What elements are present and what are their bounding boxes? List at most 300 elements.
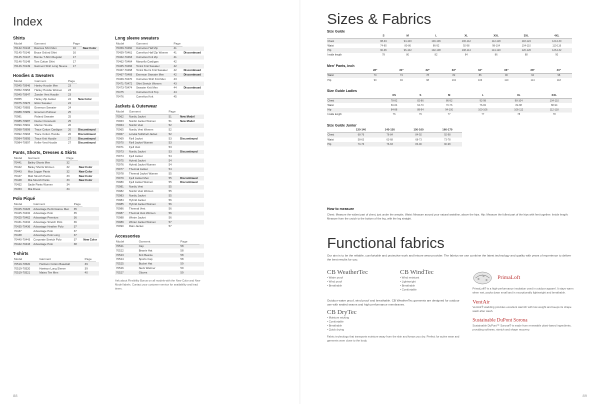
table-cell: 70967	[115, 132, 128, 136]
column-header: Model	[13, 79, 34, 83]
size-guide-title: Size Guide Ladies	[327, 89, 357, 94]
section-heading: Pants, Shorts, Dresses & Skirts	[13, 149, 77, 155]
table-cell: 58	[179, 244, 199, 249]
size-cell: 88	[524, 53, 528, 57]
table-cell: 70982-70983	[14, 106, 31, 110]
table-cell: 70146-70148	[14, 60, 31, 64]
size-cell: Hip	[327, 108, 381, 113]
table-cell: Winter Jacket	[129, 216, 146, 220]
size-cell: 84-88	[381, 108, 407, 113]
section-heading: Shirts	[13, 35, 26, 41]
table-cell: 59	[179, 271, 199, 275]
table-cell: Thermal Jacket Women	[129, 172, 158, 176]
measure-title: How to measure	[327, 207, 355, 211]
table-cell: 70438	[13, 234, 32, 238]
size-cell: 90	[493, 73, 519, 78]
size-cell: 110-116	[552, 44, 562, 48]
size-cell: 80-86	[404, 44, 411, 48]
table-cell: Matt Stretch Pants	[27, 174, 51, 178]
table-cell: Knit Beanie	[138, 253, 180, 257]
size-cell: Chest	[327, 39, 372, 44]
size-cell: 98-104	[492, 44, 501, 48]
column-header: Page	[67, 79, 77, 83]
size-cell: 78	[552, 113, 556, 117]
table-cell: 58	[180, 249, 184, 253]
size-cell: 114	[530, 78, 535, 82]
column-header: Page	[173, 42, 181, 46]
table-row	[13, 271, 99, 275]
status-label: New Color	[78, 178, 99, 182]
table-cell: Nordic Vest Women	[129, 190, 154, 194]
size-header: 130-140	[347, 127, 376, 132]
size-cell: 106-112	[451, 39, 481, 44]
section-heading: Polo Piqué	[13, 196, 35, 202]
status-label	[82, 242, 99, 246]
size-cell: 68-73	[415, 138, 422, 142]
table-cell: Emerson Sweater	[34, 106, 57, 110]
sorona-logo: Sustainable DuPont Sorona	[472, 317, 528, 323]
table-cell: Fjell Jacket Women	[128, 141, 168, 145]
table-cell: 34	[66, 183, 70, 187]
size-cell: 78	[382, 53, 385, 57]
weathertec-text: Outdoor water proof, wind proof and breathable. CB WeatherTec garments are designed for outdoor use with sealed seams and high performance membranes.	[327, 299, 460, 307]
size-guide-title: Men' Pants, inch	[327, 64, 355, 68]
table-cell: Thermal Jacket	[128, 167, 168, 171]
table-cell: Corporate Stretch Polo	[33, 238, 62, 242]
table-cell: 52	[168, 132, 180, 136]
size-cell: 114-120	[481, 48, 511, 53]
status-label: Discontinued	[77, 128, 99, 132]
table-cell: 70976	[116, 163, 124, 167]
index-table	[13, 156, 99, 191]
status-label	[82, 64, 99, 68]
page-number: 89	[582, 393, 587, 398]
table-cell: 44	[173, 86, 177, 90]
table-cell: Hybrid Jacket	[129, 198, 146, 202]
size-table	[327, 68, 572, 83]
table-cell: Fjell Jacket Women	[129, 181, 153, 185]
size-cell: 112-118	[536, 108, 572, 113]
weathertec-logo: CB WeatherTec	[327, 268, 368, 276]
table-cell: 56	[168, 198, 172, 202]
table-cell: 24	[67, 102, 77, 106]
status-label	[183, 95, 204, 99]
table-cell: Rain Jacket	[129, 225, 144, 229]
table-cell: 51	[168, 114, 180, 119]
table-cell: 70525	[115, 262, 138, 266]
size-row	[327, 53, 572, 58]
table-cell: 70462-70463	[115, 55, 135, 59]
table-cell: Nordic Jacket	[128, 150, 168, 154]
windtec-block	[400, 270, 465, 292]
table-row	[115, 95, 204, 99]
size-header: 4XL	[542, 34, 572, 39]
column-header: Page	[179, 240, 199, 244]
size-row	[327, 142, 462, 147]
page-title: Index	[13, 15, 43, 29]
size-cell: 76	[418, 113, 422, 117]
table-cell: 42	[173, 73, 183, 77]
table-cell: Fjell Jacket	[129, 154, 143, 158]
size-header: M	[434, 93, 465, 98]
size-cell: 126-132	[542, 48, 572, 53]
table-cell: 70425-70462	[13, 216, 32, 220]
table-cell: 41	[173, 46, 183, 51]
table-cell: 70971	[116, 146, 124, 150]
column-header: Model	[13, 42, 33, 46]
index-footnote: Ask about Flexibility Bonus on all models with the New Color and New Model labels. Contact your customer service for availability and lead times.	[115, 279, 201, 291]
size-cell: 70-76	[347, 142, 376, 147]
table-cell: Neck Warmer	[138, 266, 156, 270]
size-cell: 84	[464, 53, 468, 57]
size-cell: 92-98	[433, 133, 462, 138]
table-cell: 27	[67, 137, 77, 141]
table-cell: Dexter Crewneck	[34, 119, 67, 123]
table-cell: 33	[66, 174, 70, 178]
table-cell: 70964	[115, 123, 128, 127]
table-cell: Trace Knit Hoodie	[34, 137, 67, 141]
table-cell: 24	[67, 97, 72, 101]
column-header: Garment	[32, 203, 72, 207]
table-cell: 55	[168, 190, 172, 194]
table-cell: Fjell Jacket Men	[128, 176, 168, 180]
table-cell: 70441	[13, 161, 27, 166]
table-cell: 70522	[116, 249, 124, 253]
size-cell: 82-86	[407, 98, 433, 103]
size-header: S	[372, 34, 394, 39]
size-cell: 98	[546, 73, 572, 78]
table-cell: 58	[179, 253, 199, 257]
table-cell: 70965	[116, 128, 124, 132]
column-header: Page	[168, 110, 180, 114]
size-header: 32"	[415, 68, 441, 73]
table-cell: Bruce Oxford Shirt	[34, 51, 57, 55]
size-cell: 118-124	[511, 39, 541, 44]
table-cell: 56	[168, 216, 172, 220]
size-guide-block	[327, 30, 572, 57]
table-cell: 70989	[115, 220, 128, 224]
column-header: Page	[72, 42, 80, 46]
size-cell: 82	[441, 73, 467, 78]
table-cell: Harrison Long Sleeve	[39, 267, 66, 271]
size-guide-block	[327, 124, 572, 147]
table-cell: 41	[173, 55, 183, 59]
size-cell: 80	[406, 53, 410, 57]
size-cell: 73-78	[444, 138, 451, 142]
status-label: New Color	[82, 46, 99, 51]
status-label: Discontinued	[78, 132, 96, 136]
table-cell: 70435-70436	[13, 225, 32, 229]
table-cell: 55	[168, 185, 180, 189]
table-cell: 70945-70946	[13, 84, 34, 89]
size-cell: 112-118	[481, 39, 511, 44]
table-cell: 70974	[116, 154, 124, 158]
table-cell: Garment Shirt Long Sleeve	[33, 64, 72, 68]
table-row	[13, 141, 99, 145]
status-label: Discontinued	[179, 176, 204, 180]
column-header: Page	[73, 203, 81, 207]
table-cell: 70984-70997	[14, 141, 31, 145]
table-cell: 52	[168, 128, 172, 132]
size-cell: 63-68	[386, 138, 393, 142]
table-cell: 70969	[116, 137, 124, 141]
size-cell: 106-112	[501, 108, 537, 113]
table-cell: Gloves	[138, 271, 180, 275]
size-cell: Chest	[327, 98, 381, 103]
status-label: Discontinued	[77, 137, 99, 141]
table-cell: Bailey Shorts Men	[27, 161, 66, 166]
size-cell: 90	[555, 53, 559, 57]
drytec-text: Fabric technology that transports moisture away from the skin and keeps you dry. Perfect for active wear and garments worn close to the body.	[327, 335, 460, 343]
size-cell: 104-110	[536, 98, 572, 103]
table-cell: 70465-70466	[115, 64, 135, 68]
table-cell: 24	[67, 106, 72, 110]
table-cell: 39	[84, 262, 97, 267]
table-cell: 70980	[116, 181, 124, 185]
table-cell: 70521	[115, 244, 138, 249]
table-cell: 70459-70461	[116, 51, 133, 55]
index-table	[13, 42, 99, 68]
table-cell: Emerson Pullover	[34, 110, 67, 114]
table-cell: 55	[168, 181, 172, 185]
size-cell: 86	[467, 73, 493, 78]
size-header: L	[465, 93, 501, 98]
column-header: Garment	[33, 42, 72, 46]
table-cell: Advantage Heather Polo	[32, 225, 72, 229]
table-cell: 70145-70147	[13, 55, 33, 59]
size-header: XS	[381, 93, 407, 98]
table-cell: 70998-70999	[13, 128, 34, 132]
status-label: New Color	[78, 166, 93, 170]
table-cell: 70986	[116, 207, 124, 211]
table-cell: Roland Sweater	[34, 115, 55, 119]
column-header: Garment	[34, 79, 67, 83]
table-cell: 70977	[115, 167, 128, 171]
table-cell: Advantage Polo Long	[32, 234, 72, 238]
table-cell: 70425-70426	[13, 207, 32, 212]
table-cell: 17	[72, 64, 82, 68]
table-cell: Nordic Vest	[128, 185, 168, 189]
table-cell: Nordic Vest Women	[129, 128, 154, 132]
table-cell: 32	[65, 161, 77, 166]
table-cell: 58	[180, 258, 184, 262]
status-label: Discontinued	[183, 51, 201, 55]
size-header: M	[395, 34, 421, 39]
status-label: New Model	[180, 119, 195, 123]
size-guide-block	[327, 90, 572, 117]
section-heading: Hoodies & Sweaters	[13, 72, 54, 78]
table-cell: 25	[67, 110, 77, 114]
size-cell: 86-92	[432, 44, 440, 48]
table-cell: 70962	[115, 114, 128, 119]
table-cell: 23	[67, 93, 77, 97]
table-cell: Bonnie T-Shirt Regular	[33, 55, 72, 59]
table-cell: 70476	[116, 95, 124, 99]
table-row	[115, 224, 204, 228]
page-title: Sizes & Fabrics	[327, 11, 432, 28]
column-header: Model	[115, 110, 128, 114]
size-cell: Hip	[327, 48, 372, 53]
table-cell: Mateo Tee Men	[38, 271, 83, 275]
table-cell: Tonini Men's Knit Sweater	[136, 69, 168, 73]
table-cell: 70442	[14, 166, 22, 170]
size-header: 140-150	[375, 127, 404, 132]
size-cell: 82	[434, 53, 438, 57]
size-cell: Chest	[327, 133, 347, 138]
table-cell: 70952-70953	[14, 89, 31, 93]
index-table	[115, 110, 204, 229]
table-cell: Hybrid Jacket Women	[128, 203, 168, 207]
table-cell: Thermal Vest	[129, 207, 146, 211]
table-cell: Beanie Hat	[138, 249, 153, 253]
size-cell: 68-76	[347, 133, 376, 138]
table-cell: 70442-70443	[13, 242, 32, 246]
table-cell: 70988-70989	[13, 110, 34, 114]
table-cell: 70978	[116, 172, 124, 176]
column-header: Model	[13, 156, 27, 160]
column-header: Page	[84, 258, 97, 262]
status-label	[179, 224, 204, 228]
table-cell: 70462-70464	[116, 60, 133, 64]
section-heading: Long sleeve sweaters	[115, 35, 159, 41]
table-cell: Fjell Vest	[129, 146, 141, 150]
table-cell: 56	[168, 207, 172, 211]
index-table	[115, 240, 204, 275]
status-label	[78, 187, 99, 191]
table-cell: 70975	[115, 159, 128, 163]
size-cell: Waist	[327, 73, 362, 78]
size-cell: 82-88	[515, 103, 522, 107]
size-cell: 74-80	[380, 44, 387, 48]
table-cell: Rasmus Shirt Men	[33, 46, 72, 51]
column-header: Model	[13, 203, 32, 207]
size-header: 38"	[519, 68, 545, 73]
size-table	[327, 93, 572, 117]
table-cell: Marcello Cardigan	[136, 60, 159, 64]
status-label: Discontinued	[180, 137, 198, 141]
size-cell: 108-114	[451, 48, 481, 53]
status-label: Discontinued	[183, 69, 201, 73]
size-cell: 106	[478, 78, 483, 82]
table-cell: Bailey Shorts Women	[27, 166, 55, 170]
size-cell: 94	[519, 73, 545, 78]
size-header: L	[421, 34, 451, 39]
table-cell: 70519-70520	[13, 262, 38, 267]
table-cell: 70467-70468	[116, 69, 133, 73]
table-cell: 17	[72, 55, 82, 59]
size-cell: 64-70	[417, 103, 424, 107]
table-cell: 37	[73, 229, 77, 233]
table-cell: 54	[168, 163, 172, 167]
size-cell: 92-98	[463, 44, 470, 48]
table-cell: 26	[67, 124, 72, 128]
table-cell: 70992-70993	[14, 132, 31, 136]
size-cell: 76-84	[375, 133, 404, 138]
table-cell: Nordic Jacket	[128, 114, 168, 119]
table-cell: 26	[67, 132, 72, 136]
size-header: XXL	[536, 93, 572, 98]
table-cell: 70970	[115, 141, 128, 145]
table-cell: 59	[180, 266, 184, 270]
table-cell: 70985-70987	[13, 119, 34, 123]
table-cell: 55	[168, 176, 180, 180]
table-cell: Advantage Performance Men	[32, 207, 72, 212]
size-header: S	[407, 93, 433, 98]
table-row	[13, 64, 99, 68]
size-header: 36"	[493, 68, 519, 73]
table-cell: Advantage Premium	[32, 216, 72, 220]
size-guides	[327, 30, 572, 154]
table-cell: 32	[66, 166, 70, 170]
table-cell: 70459-70460	[115, 46, 135, 51]
table-cell: 70526	[116, 266, 124, 270]
table-cell: 70448	[13, 178, 27, 182]
table-cell: Cornelius Knit Zip	[135, 55, 173, 59]
table-cell: 70440-70443	[14, 238, 31, 242]
section-heading: T-shirts	[13, 251, 29, 257]
table-cell: 70146-70149	[13, 64, 33, 68]
table-row	[13, 262, 99, 267]
windtec-points: • Wind resistant • Lightweight • Breathable • Comfortable	[400, 276, 420, 292]
table-cell: 32	[65, 170, 77, 174]
table-cell: 70945-70947	[13, 93, 34, 97]
table-cell: 70981	[14, 115, 22, 119]
column-header: Model	[115, 240, 138, 244]
table-cell: 53	[168, 150, 180, 154]
size-cell: 90-96	[372, 48, 394, 53]
size-cell: 94-100	[395, 39, 421, 44]
column-header: Model	[13, 258, 38, 262]
size-cell: Hip	[327, 142, 347, 147]
table-cell: Cornelius Knit	[136, 95, 154, 99]
table-cell: 35	[73, 212, 77, 216]
table-cell: 54	[168, 159, 180, 163]
table-cell: 53	[168, 146, 172, 150]
windtec-logo: CB WindTec	[400, 268, 434, 276]
table-cell: Zander Vest Hoodie	[34, 93, 67, 97]
table-cell: 70467-70469	[115, 73, 135, 77]
table-row	[13, 187, 99, 191]
table-cell: 40	[84, 271, 97, 275]
table-cell: Winter Jacket Women	[128, 220, 168, 224]
size-cell: 98-104	[501, 98, 537, 103]
table-cell: Hybrid Jacket Women	[129, 163, 156, 167]
size-header: 160-170	[433, 127, 462, 132]
size-cell: 84-92	[404, 133, 433, 138]
table-cell: 70981	[115, 185, 128, 189]
size-cell: 74	[388, 73, 414, 78]
table-cell: 55	[168, 194, 180, 198]
table-cell: 33	[65, 178, 77, 182]
size-header: 33"	[441, 68, 467, 73]
table-cell: Advantage Polo	[33, 229, 53, 233]
table-cell: Fjell Jacket	[129, 137, 143, 141]
primaloft-block	[473, 270, 576, 332]
table-cell: Nordic Jacket Women	[129, 119, 156, 123]
table-cell: 37	[73, 225, 83, 229]
table-cell: Mia Dress	[27, 187, 66, 191]
size-cell: Inside length	[327, 53, 342, 57]
fabrics-intro: Our aim is to be the reliable, comfortable and protective work and leisure wear provider. The fabrics we use combine the latest technology and quality with years of experience to deliver the best results for you.	[327, 254, 572, 262]
table-cell: 70443	[13, 170, 27, 174]
size-header: 3XL	[511, 34, 541, 39]
size-header: 40"	[546, 68, 572, 73]
size-cell: 94	[400, 78, 403, 82]
table-cell: 70142-70143	[13, 46, 33, 51]
table-cell: Advantage Polo	[33, 212, 53, 216]
table-cell: 37	[73, 238, 77, 242]
size-cell: Waist	[327, 138, 334, 142]
